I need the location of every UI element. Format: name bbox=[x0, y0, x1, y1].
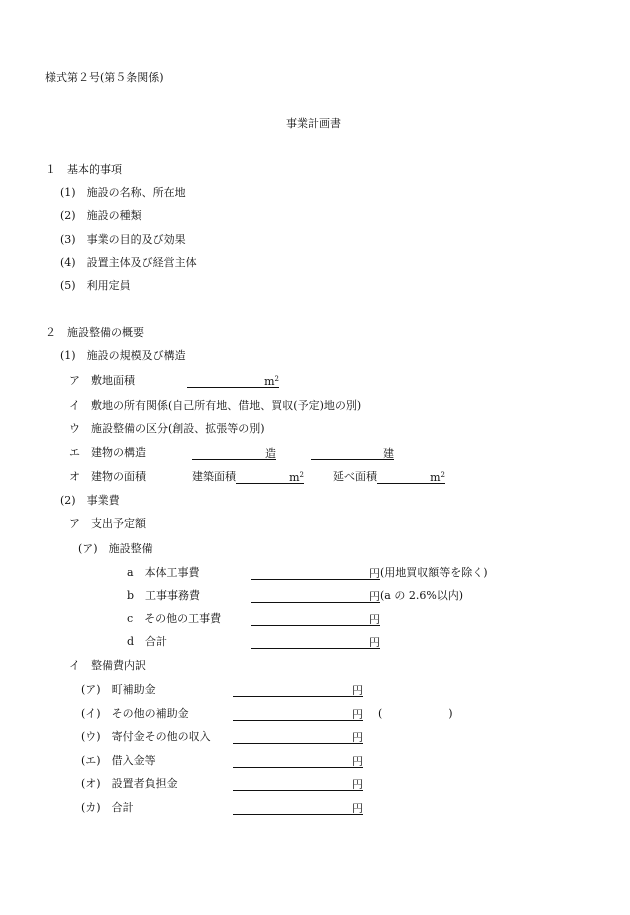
breakdown-field: 円 bbox=[233, 683, 363, 697]
form-number: 様式第２号(第５条関係) bbox=[45, 71, 164, 84]
expense-field: 円(a の 2.6%以内) bbox=[251, 589, 463, 603]
expense-row: a 本体工事費 bbox=[127, 566, 200, 579]
floors-field: 建 bbox=[311, 446, 394, 460]
total-floor-area-field: 延べ面積 $m^2$ bbox=[333, 470, 445, 484]
breakdown-row: (ウ) 寄付金その他の収入 bbox=[81, 730, 211, 743]
section-1-heading: １ 基本的事項 bbox=[45, 163, 122, 176]
breakdown-field: 円 bbox=[233, 801, 363, 815]
expense-field: 円 bbox=[251, 635, 380, 649]
expense-row: b 工事事務費 bbox=[127, 589, 201, 602]
structure-field: 造 bbox=[192, 446, 276, 460]
document-title: 事業計画書 bbox=[286, 117, 341, 130]
breakdown-field: 円 bbox=[233, 707, 363, 721]
site-ownership-row: イ 敷地の所有関係(自己所有地、借地、買収(予定)地の別) bbox=[69, 399, 362, 412]
s1-item-5: (5) 利用定員 bbox=[60, 279, 131, 292]
s1-item-3: (3) 事業の目的及び効果 bbox=[60, 233, 186, 246]
building-area-row: オ 建物の面積 bbox=[69, 470, 146, 483]
facility-category-row: ウ 施設整備の区分(創設、拡張等の別) bbox=[69, 422, 265, 435]
breakdown-field: 円 bbox=[233, 730, 363, 744]
building-structure-row: エ 建物の構造 bbox=[69, 446, 146, 459]
s1-item-1: (1) 施設の名称、所在地 bbox=[60, 186, 186, 199]
facility-improvement-heading: (ア) 施設整備 bbox=[78, 542, 153, 555]
site-area-row: ア 敷地面積 bbox=[69, 374, 135, 387]
building-footprint-field: 建築面積 $m^2$ bbox=[192, 470, 304, 484]
s1-item-2: (2) 施設の種類 bbox=[60, 209, 142, 222]
breakdown-row: (オ) 設置者負担金 bbox=[81, 777, 178, 790]
s2-facility-scale: (1) 施設の規模及び構造 bbox=[60, 349, 186, 362]
breakdown-row: (イ) その他の補助金 bbox=[81, 707, 189, 720]
expense-row: d 合計 bbox=[127, 635, 168, 648]
breakdown-field: 円 bbox=[233, 754, 363, 768]
project-cost-heading: (2) 事業費 bbox=[60, 494, 120, 507]
breakdown-row: (ア) 町補助金 bbox=[81, 683, 156, 696]
breakdown-row: (カ) 合計 bbox=[81, 801, 134, 814]
breakdown-field: 円 bbox=[233, 777, 363, 791]
site-area-field: $m^2$ bbox=[187, 374, 279, 388]
other-subsidy-note: ( ) bbox=[378, 707, 453, 720]
section-2-heading: ２ 施設整備の概要 bbox=[45, 326, 144, 339]
expense-row: c その他の工事費 bbox=[127, 612, 222, 625]
expense-field: 円(用地買収額等を除く) bbox=[251, 566, 488, 580]
s1-item-4: (4) 設置主体及び経営主体 bbox=[60, 256, 197, 269]
planned-expenditure-heading: ア 支出予定額 bbox=[69, 517, 146, 530]
expense-field: 円 bbox=[251, 612, 380, 626]
cost-breakdown-heading: イ 整備費内訳 bbox=[69, 659, 146, 672]
breakdown-row: (エ) 借入金等 bbox=[81, 754, 156, 767]
